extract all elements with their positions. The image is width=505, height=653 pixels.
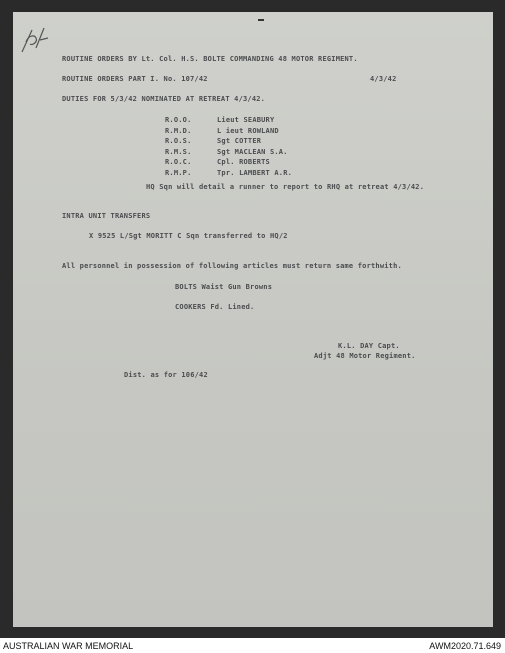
duty-role: R.M.D. — [165, 126, 192, 135]
runner-note: HQ Sqn will detail a runner to report to RHQ at retreat 4/3/42. — [146, 183, 425, 191]
handwritten-annotation — [18, 22, 52, 56]
duty-role: R.O.C. — [165, 158, 192, 166]
duty-role: R.M.P. — [165, 168, 192, 177]
orders-date: 4/3/42 — [370, 75, 397, 83]
transfer-line: X 9525 L/Sgt MORITT C Sqn transferred to HQ/2 — [89, 232, 288, 240]
duty-role: R.O.O. — [165, 116, 192, 124]
duty-name: Sgt MACLEAN S.A. — [217, 147, 288, 156]
duty-name: Tpr. LAMBERT A.R. — [217, 168, 293, 177]
signature-name: K.L. DAY Capt. — [338, 342, 400, 350]
footer-accession-number: AWM2020.71.649 — [429, 641, 501, 651]
duty-name: Sgt COTTER — [217, 137, 262, 145]
article-item: COOKERS Fd. Lined. — [175, 303, 255, 311]
footer-institution: AUSTRALIAN WAR MEMORIAL — [3, 641, 134, 651]
pen-mark — [258, 19, 264, 21]
signature-title: Adjt 48 Motor Regiment. — [314, 352, 416, 360]
transfers-heading: INTRA UNIT TRANSFERS — [62, 212, 151, 220]
duty-names — [217, 115, 357, 178]
duty-role: R.O.S. — [165, 137, 192, 145]
duty-roles — [165, 115, 215, 178]
duty-name: Lieut SEABURY — [217, 116, 275, 124]
articles-line: All personnel in possession of following articles must return same forthwith. — [62, 262, 402, 270]
orders-number: ROUTINE ORDERS PART I. No. 107/42 — [62, 75, 208, 83]
duty-name: L ieut ROWLAND — [217, 126, 279, 135]
duty-name: Cpl. ROBERTS — [217, 158, 270, 166]
duties-heading: DUTIES FOR 5/3/42 NOMINATED AT RETREAT 4/3/42. — [62, 95, 266, 103]
article-item: BOLTS Waist Gun Browns — [175, 283, 273, 291]
document-page — [13, 12, 493, 627]
header-line: ROUTINE ORDERS BY Lt. Col. H.S. BOLTE COMMANDING 48 MOTOR REGIMENT. — [62, 55, 358, 63]
duty-role: R.M.S. — [165, 147, 192, 156]
distribution-note: Dist. as for 106/42 — [124, 371, 208, 379]
